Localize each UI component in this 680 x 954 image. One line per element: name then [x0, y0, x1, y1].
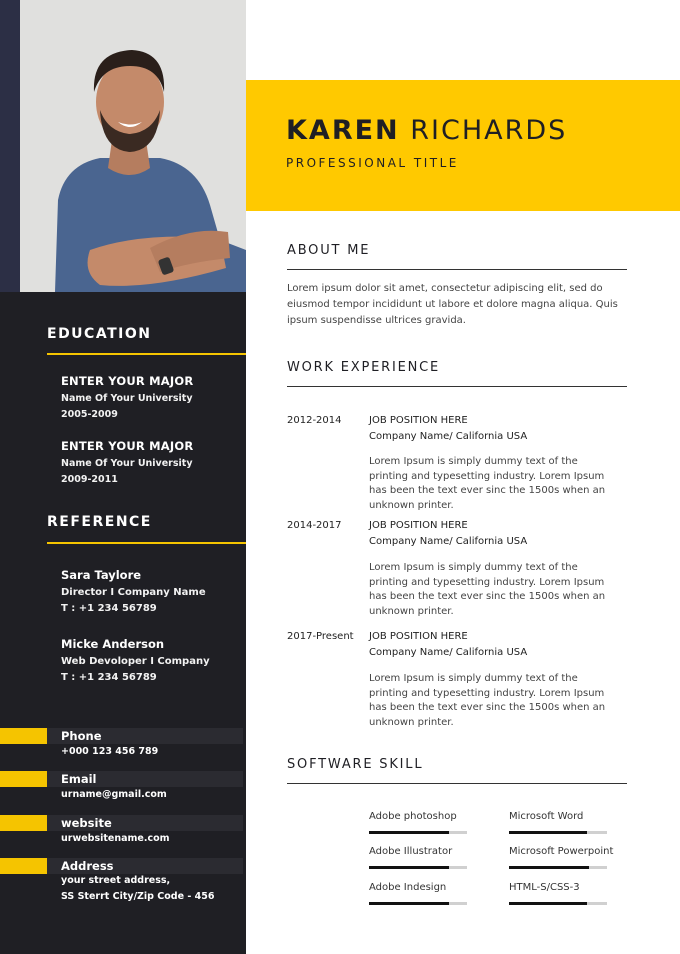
skill-name: Microsoft Word [509, 811, 584, 822]
skill-name: Adobe Illustrator [369, 846, 453, 857]
education-university: Name Of Your University [61, 393, 193, 404]
website-value: urwebsitename.com [61, 833, 170, 844]
about-heading: ABOUT ME [287, 243, 371, 258]
job-date: 2012-2014 [287, 415, 342, 426]
reference-heading: REFERENCE [47, 514, 152, 530]
education-item [61, 374, 193, 420]
software-heading: SOFTWARE SKILL [287, 757, 424, 772]
job-position: JOB POSITION HERE [369, 415, 468, 426]
skill-bar-fill [509, 831, 587, 834]
reference-role: Director I Company Name [61, 587, 206, 598]
education-major: ENTER YOUR MAJOR [61, 374, 194, 388]
reference-item [61, 568, 206, 614]
profile-photo [20, 0, 246, 292]
job-position: JOB POSITION HERE [369, 520, 468, 531]
skill-bar-fill [509, 866, 589, 869]
skill-name: Microsoft Powerpoint [509, 846, 614, 857]
first-name: KAREN [286, 115, 400, 146]
email-label: Email [61, 772, 97, 786]
education-divider [47, 353, 246, 355]
website-label: website [61, 816, 112, 830]
skill-bar [369, 866, 467, 869]
skill-bar-fill [369, 831, 449, 834]
phone-accent-bar [0, 728, 47, 744]
education-major: ENTER YOUR MAJOR [61, 439, 194, 453]
email-value: urname@gmail.com [61, 789, 167, 800]
full-name [286, 115, 567, 146]
phone-value: +000 123 456 789 [61, 746, 159, 757]
left-accent-strip [0, 0, 20, 292]
reference-divider [47, 542, 246, 544]
job-company: Company Name/ California USA [369, 536, 528, 547]
address-label: Address [61, 859, 114, 873]
education-heading: EDUCATION [47, 326, 152, 342]
about-divider [287, 269, 627, 270]
job-date: 2014-2017 [287, 520, 342, 531]
software-divider [287, 783, 627, 784]
skill-bar [369, 831, 467, 834]
last-name: RICHARDS [410, 115, 568, 146]
work-heading: WORK EXPERIENCE [287, 360, 441, 375]
skill-bar [369, 902, 467, 905]
education-years: 2009-2011 [61, 474, 118, 485]
job-description: Lorem Ipsum is simply dummy text of the printing and typesetting industry. Lorem Ipsum has been the text ever sinc the 1500s when an unknown printer. [369, 673, 606, 728]
reference-role: Web Devoloper I Company [61, 656, 210, 667]
skill-name: HTML-S/CSS-3 [509, 882, 580, 893]
professional-title: PROFESSIONAL TITLE [286, 156, 459, 170]
reference-item [61, 637, 210, 683]
education-item [61, 439, 193, 485]
phone-label: Phone [61, 729, 102, 743]
reference-name: Sara Taylore [61, 568, 142, 582]
job-position: JOB POSITION HERE [369, 631, 468, 642]
job-date: 2017-Present [287, 631, 354, 642]
job-description: Lorem Ipsum is simply dummy text of the printing and typesetting industry. Lorem Ipsum has been the text ever sinc the 1500s when an unknown printer. [369, 562, 606, 617]
education-years: 2005-2009 [61, 409, 118, 420]
website-accent-bar [0, 815, 47, 831]
skill-bar [509, 866, 607, 869]
address-line-1: your street address, [61, 875, 171, 886]
email-accent-bar [0, 771, 47, 787]
reference-name: Micke Anderson [61, 637, 165, 651]
skill-bar [509, 831, 607, 834]
job-company: Company Name/ California USA [369, 431, 528, 442]
about-text: Lorem ipsum dolor sit amet, consectetur adipiscing elit, sed do eiusmod tempor incididunt ut labore et dolore magna aliqua. Quis ipsum suspendisse ultrices gravida. [287, 283, 618, 326]
reference-phone: T : +1 234 56789 [61, 603, 157, 614]
work-divider [287, 386, 627, 387]
skill-bar-fill [369, 866, 449, 869]
skill-bar-fill [369, 902, 449, 905]
skill-bar [509, 902, 607, 905]
skill-name: Adobe photoshop [369, 811, 457, 822]
reference-phone: T : +1 234 56789 [61, 672, 157, 683]
address-accent-bar [0, 858, 47, 874]
skill-bar-fill [509, 902, 587, 905]
job-company: Company Name/ California USA [369, 647, 528, 658]
skill-name: Adobe Indesign [369, 882, 447, 893]
education-university: Name Of Your University [61, 458, 193, 469]
address-line-2: SS Sterrt City/Zip Code - 456 [61, 891, 215, 902]
job-description: Lorem Ipsum is simply dummy text of the printing and typesetting industry. Lorem Ipsum has been the text ever sinc the 1500s when an unknown printer. [369, 456, 606, 511]
